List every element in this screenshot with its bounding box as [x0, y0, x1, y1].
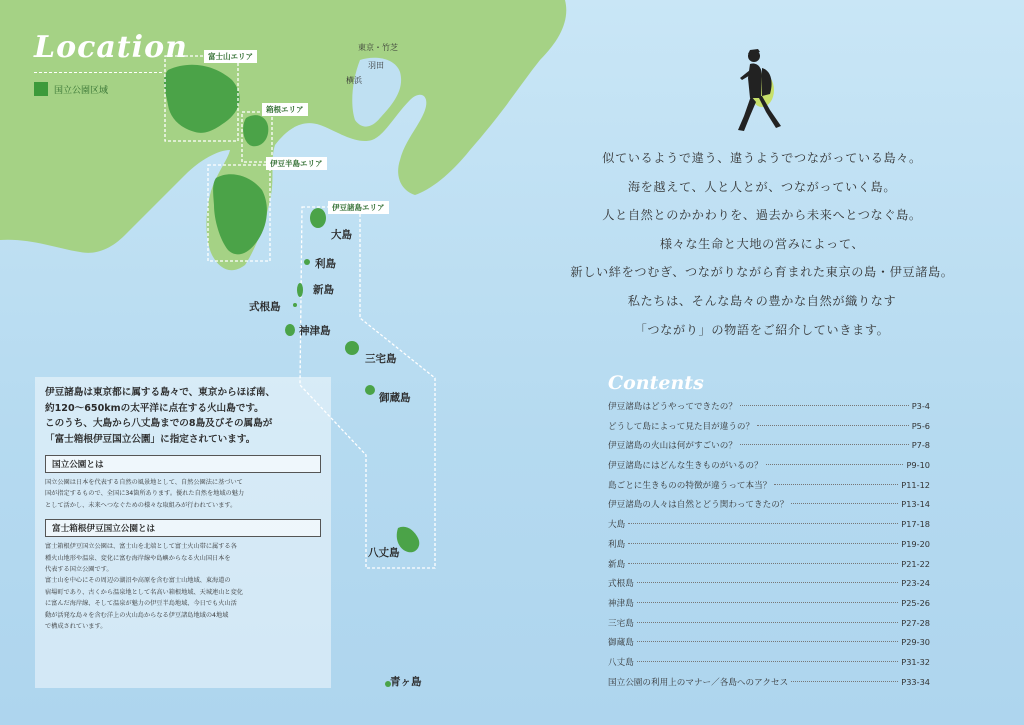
park-legend-swatch [34, 82, 48, 96]
intro-line: 人と自然とのかかわりを、過去から未来へとつなぐ島。 [602, 208, 922, 223]
map-title: Location [34, 30, 188, 65]
intro-line: 私たちは、そんな島々の豊かな自然が織りなす [627, 293, 897, 308]
toc-item-title: 三宅島 [608, 618, 634, 629]
toc-item[interactable] [608, 636, 930, 656]
toc-leader-dots [637, 582, 898, 583]
info-lead-line: 「富士箱根伊豆国立公園」に指定されています。 [45, 433, 256, 445]
toc-item-page: P3-4 [911, 401, 930, 411]
intro-line: 似ているようで違う、違うようでつながっている島々。 [602, 151, 922, 165]
toc-leader-dots [740, 444, 909, 445]
info-lead-line: 約120～650kmの太平洋に点在する火山島です。 [45, 402, 264, 414]
toc-leader-dots [791, 681, 898, 682]
toc-item[interactable] [608, 597, 930, 617]
toc-item-page: P9-10 [906, 460, 930, 471]
toc-item-title: 伊豆諸島にはどんな生きものがいるの？ [608, 461, 763, 472]
toc-leader-dots [628, 543, 898, 544]
toc-item-page: P11-12 [901, 479, 930, 490]
section-heading-fuji-hakone-izu: 富士箱根伊豆国立公園とは [45, 519, 321, 537]
toc-item[interactable] [608, 459, 930, 479]
toc-item-page: P19-20 [901, 538, 930, 549]
body-line: 代表する国立公園です。 [45, 566, 113, 574]
info-panel [35, 377, 331, 688]
toc-item-page: P29-30 [901, 637, 930, 648]
toc-item-title: 国立公園の利用上のマナー／各島へのアクセス [608, 677, 789, 688]
toc-item-page: P21-22 [901, 558, 930, 569]
toc-item[interactable] [608, 538, 930, 558]
toc-item-title: 伊豆諸島はどうやってできたの？ [608, 402, 737, 412]
toc-item-title: 新島 [608, 559, 626, 570]
body-line: に富んだ海岸線、そして温泉が魅力の伊豆半島地域、今日でも火山活 [45, 600, 237, 608]
table-of-contents [608, 400, 930, 695]
hiker-illustration [728, 46, 788, 136]
toc-item-page: P27-28 [901, 617, 930, 628]
toc-item-title: 式根島 [608, 579, 634, 590]
toc-item-title: 伊豆諸島の人々は自然とどう関わってきたの？ [608, 500, 789, 511]
intro-line: 様々な生命と大地の営みによって、 [659, 236, 865, 251]
city-haneda: 羽田 [368, 61, 384, 70]
body-line: 動が活発な島々を含む洋上の火山島からなる伊豆諸島地域の4地域 [45, 611, 229, 619]
intro-line: 海を越えて、人と人とが、つながっていく島。 [627, 179, 897, 194]
toc-item[interactable] [608, 439, 930, 459]
island-label-kozushima: 神津島 [299, 325, 331, 337]
island-label-hachijojima: 八丈島 [368, 547, 400, 559]
island-label-shikinejima: 式根島 [249, 301, 281, 313]
island-label-niijima: 新島 [313, 284, 334, 296]
toc-leader-dots [637, 641, 898, 642]
toc-item-page: P33-34 [901, 676, 930, 687]
toc-item[interactable] [608, 400, 930, 420]
toc-item-title: どうして島によって見た目が違うの？ [608, 421, 755, 432]
toc-item-title: 島ごとに生きものの特徴が違うって本当？ [608, 480, 772, 491]
body-line: 富士山を中心にその周辺の湖沼や高原を含む富士山地域、東海道の [45, 577, 231, 585]
contents-title: Contents [608, 372, 704, 394]
hachijojima-shape [397, 527, 420, 553]
island-label-mikurajima: 御蔵島 [379, 392, 411, 404]
toc-item-page: P17-18 [901, 519, 930, 530]
section-heading-national-park: 国立公園とは [45, 455, 321, 473]
island-label-miyakejima: 三宅島 [365, 353, 397, 365]
island-label-toshima: 利島 [315, 258, 336, 270]
island-label-oshima: 大島 [331, 229, 352, 241]
area-tag-fuji: 富士山エリア [204, 50, 257, 63]
kozushima-shape [285, 324, 295, 336]
toc-item-page: P23-24 [901, 578, 930, 589]
toc-leader-dots [774, 484, 898, 485]
toc-item-title: 八丈島 [608, 657, 634, 668]
toc-item[interactable] [608, 479, 930, 499]
info-lead-line: 伊豆諸島は東京都に属する島々で、東京からほぼ南、 [45, 387, 276, 398]
toc-item-page: P5-6 [911, 420, 930, 431]
toc-item-title: 伊豆諸島の火山は何がすごいの？ [608, 441, 737, 452]
toc-item-page: P13-14 [901, 499, 930, 510]
toc-item[interactable] [608, 656, 930, 676]
toc-item-title: 利島 [608, 539, 626, 550]
area-tag-hakone: 箱根エリア [262, 103, 308, 116]
body-line: 宿場町であり、古くから温泉地として名高い箱根地域、天城連山と変化 [45, 588, 243, 596]
toc-item[interactable] [608, 617, 930, 637]
intro-text [542, 144, 982, 344]
toc-item-page: P25-26 [901, 597, 930, 608]
toc-item-title: 神津島 [608, 598, 634, 609]
toc-leader-dots [740, 405, 909, 406]
toc-item-page: P7-8 [911, 440, 930, 451]
body-line: 国立公園は日本を代表する自然の風景地として、自然公園法に基づいて [45, 479, 243, 486]
toc-leader-dots [637, 661, 898, 662]
toc-leader-dots [637, 602, 898, 603]
toc-leader-dots [628, 563, 898, 564]
section-body-national-park [45, 477, 321, 511]
island-label-aogashima: 青ヶ島 [390, 676, 422, 688]
map-legend [34, 82, 108, 96]
section-body-fuji-hakone-izu [45, 541, 321, 632]
toshima-shape [304, 259, 310, 265]
toc-item-title: 御蔵島 [608, 638, 634, 649]
intro-line: 「つながり」の物語をご紹介していきます。 [634, 322, 890, 337]
toc-leader-dots [637, 622, 898, 623]
toc-leader-dots [791, 503, 898, 504]
body-line: 種火山地形や温泉、変化に富む海岸線や島嶼からなる火山国日本を [45, 554, 231, 562]
info-lead [45, 385, 321, 447]
city-tokyo: 東京・竹芝 [358, 43, 398, 52]
body-line: として活かし、未来へつなぐための様々な取組みが行われています。 [45, 501, 237, 509]
city-yokohama: 横浜 [346, 76, 362, 85]
toc-leader-dots [766, 464, 904, 465]
miyakejima-shape [345, 341, 359, 355]
niijima-shape [297, 283, 303, 297]
park-legend-label: 国立公園区域 [54, 85, 109, 96]
shikinejima-shape [293, 303, 297, 307]
toc-item[interactable] [608, 420, 930, 440]
body-line: 国が指定するもので、全国に34箇所あります。優れた自然を地域の魅力 [45, 490, 245, 498]
mikurajima-shape [365, 385, 375, 395]
body-line: で構成されています。 [45, 623, 107, 631]
intro-line: 新しい絆をつむぎ、つながりながら育まれた東京の島・伊豆諸島。 [570, 265, 954, 280]
toc-item[interactable] [608, 518, 930, 538]
area-tag-izu-peninsula: 伊豆半島エリア [266, 157, 327, 170]
toc-leader-dots [757, 425, 909, 426]
area-tag-izu-islands: 伊豆諸島エリア [328, 201, 389, 214]
toc-item-page: P31-32 [901, 656, 930, 667]
toc-item[interactable] [608, 558, 930, 578]
info-lead-line: このうち、大島から八丈島までの8島及びその属島が [45, 418, 273, 429]
toc-item[interactable] [608, 676, 930, 696]
toc-leader-dots [628, 523, 898, 524]
toc-item[interactable] [608, 577, 930, 597]
body-line: 富士箱根伊豆国立公園は、富士山を北端として富士火山帯に属する各 [45, 543, 237, 551]
map-title-rule [34, 72, 162, 73]
oshima-shape [310, 208, 326, 228]
toc-item[interactable] [608, 498, 930, 518]
toc-item-title: 大島 [608, 520, 626, 531]
